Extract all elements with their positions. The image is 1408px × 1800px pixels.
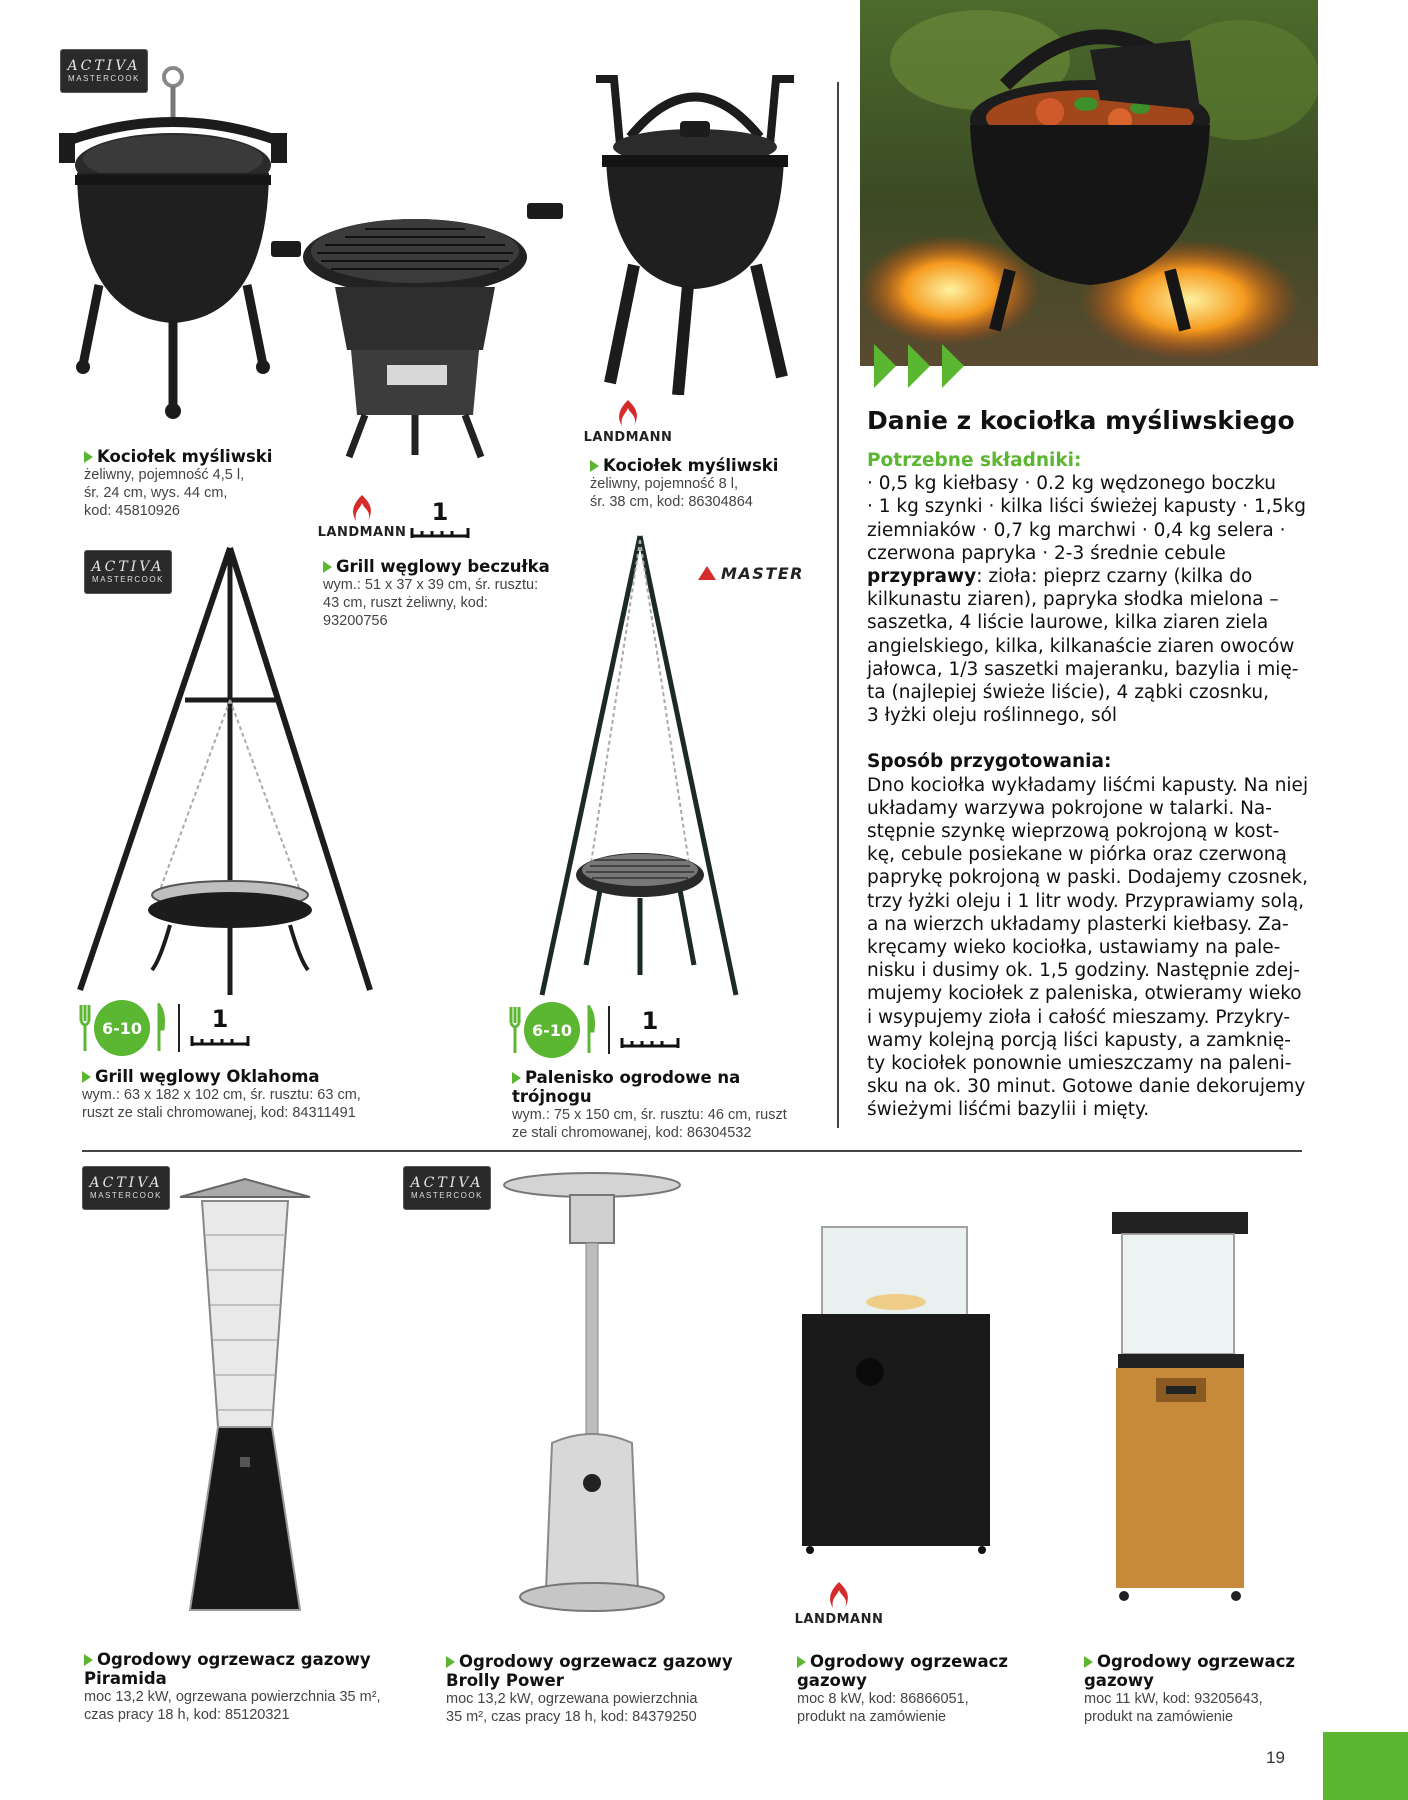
grate-levels-number: 1 — [211, 1004, 229, 1033]
fork-icon — [78, 1003, 92, 1053]
spices-block — [867, 565, 1317, 727]
product-caption-wood-heater — [1084, 1652, 1324, 1726]
arrow-icon — [797, 1656, 806, 1668]
master-logo: MASTER — [685, 556, 815, 590]
hunter-cauldron-small-image — [55, 55, 295, 425]
product-title: Kociołek myśliwski — [590, 456, 830, 475]
grate-icon — [620, 1036, 680, 1050]
product-desc: moc 13,2 kW, ogrzewana powierzchnia 35 m², czas pracy 18 h, kod: 84379250 — [446, 1691, 698, 1725]
product-title: Grill węglowy Oklahoma — [82, 1067, 412, 1086]
grate-levels-indicator — [620, 1007, 680, 1054]
product-caption-oklahoma — [82, 1067, 412, 1122]
product-caption-cauldron-2 — [590, 456, 830, 511]
product-desc: moc 8 kW, kod: 86866051, produkt na zamówienie — [797, 1691, 969, 1725]
arrow-icon — [512, 1072, 521, 1084]
spices-text: : zioła: pieprz czarny (kilka do kilkunastu ziaren), papryka słodka mielona – saszetka, 4 liście laurowe, kilka ziaren ziela angielskiego, kilka, kilkanaście ziaren owoców jałowca, 1/3 saszetki majeranku, bazylia i mię- ta (najlepiej świeże liście), 4 ząbki czosnku, 3 łyżki oleju roślinnego, sól — [867, 566, 1299, 727]
grate-levels-indicator — [190, 1005, 250, 1052]
landmann-logo: LANDMANN — [797, 1580, 881, 1627]
green-chevrons-icon — [872, 342, 982, 390]
product-title: Palenisko ogrodowe na trójnogu — [512, 1068, 741, 1106]
flame-icon — [614, 398, 642, 428]
grate-levels-number: 1 — [641, 1006, 659, 1035]
product-desc: wym.: 75 x 150 cm, śr. rusztu: 46 cm, ruszt ze stali chromowanej, kod: 86304532 — [512, 1107, 787, 1141]
arrow-icon — [590, 460, 599, 472]
spices-label: przyprawy — [867, 566, 977, 588]
persons-badge: 6-10 — [524, 1002, 580, 1058]
arrow-icon — [446, 1656, 455, 1668]
grate-icon — [410, 526, 470, 540]
product-title: Ogrodowy ogrzewacz gazowy Piramida — [84, 1650, 371, 1688]
product-caption-landmann-heater — [797, 1652, 1037, 1726]
cauldron-over-fire-photo — [860, 0, 1318, 366]
pyramid-heater-image — [160, 1175, 330, 1620]
flame-icon — [825, 1580, 853, 1610]
separator — [608, 1006, 610, 1054]
product-desc: wym.: 51 x 37 x 39 cm, śr. rusztu: 43 cm, ruszt żeliwny, kod: 93200756 — [323, 577, 539, 629]
knife-icon — [582, 1005, 596, 1055]
oklahoma-grill-image — [70, 540, 380, 1000]
arrow-icon — [84, 1654, 93, 1666]
arrow-icon — [1084, 1656, 1093, 1668]
barrel-grill-image — [265, 195, 575, 460]
landmann-logo: LANDMANN — [586, 398, 670, 445]
product-caption-tripod — [512, 1068, 822, 1142]
product-desc: moc 13,2 kW, ogrzewana powierzchnia 35 m², czas pracy 18 h, kod: 85120321 — [84, 1689, 381, 1723]
recipe-title: Danie z kociołka myśliwskiego — [867, 406, 1295, 435]
tripod-fire-pit-image — [530, 530, 750, 1000]
activa-logo: ACTIVA MASTERCOOK — [60, 49, 148, 93]
product-desc: żeliwny, pojemność 8 l, śr. 38 cm, kod: 86304864 — [590, 476, 753, 510]
activa-logo: ACTIVA MASTERCOOK — [84, 550, 172, 594]
recipe — [867, 406, 1317, 1122]
product-desc: żeliwny, pojemność 4,5 l, śr. 24 cm, wys. 44 cm, kod: 45810926 — [84, 467, 245, 519]
wood-gas-heater-image — [1110, 1208, 1250, 1603]
fork-icon — [508, 1005, 522, 1055]
product-caption-piramida — [84, 1650, 424, 1724]
ingredients-heading: Potrzebne składniki: — [867, 450, 1082, 471]
page-number: 19 — [1266, 1748, 1285, 1767]
persons-badge-group — [78, 1000, 250, 1056]
green-page-tab — [1323, 1732, 1408, 1800]
product-desc: moc 11 kW, kod: 93205643, produkt na zamówienie — [1084, 1691, 1263, 1725]
arrow-icon — [84, 451, 93, 463]
brolly-heater-image — [500, 1165, 685, 1625]
landmann-logo: LANDMANN — [320, 493, 404, 540]
product-title: Ogrodowy ogrzewacz gazowy — [797, 1652, 1009, 1690]
product-title: Ogrodowy ogrzewacz gazowy — [1084, 1652, 1296, 1690]
flame-icon — [348, 493, 376, 523]
knife-icon — [152, 1003, 166, 1053]
grate-icon — [190, 1034, 250, 1048]
landmann-gas-heater-image — [800, 1222, 992, 1557]
ingredients-text: · 0,5 kg kiełbasy · 0.2 kg wędzonego boczku · 1 kg szynki · kilka liści świeżej kapusty · 1,5kg ziemniaków · 0,7 kg marchwi · 0,4 kg selera · czerwona papryka · 2-3 średnie cebule — [867, 473, 1306, 564]
method-heading: Sposób przygotowania: — [867, 751, 1112, 773]
product-title: Kociołek myśliwski — [84, 447, 314, 466]
persons-badge-group — [508, 1002, 680, 1058]
product-desc: wym.: 63 x 182 x 102 cm, śr. rusztu: 63 cm, ruszt ze stali chromowanej, kod: 84311491 — [82, 1087, 361, 1121]
persons-badge: 6-10 — [94, 1000, 150, 1056]
product-title: Ogrodowy ogrzewacz gazowy Brolly Power — [446, 1652, 733, 1690]
method-text: Dno kociołka wykładamy liśćmi kapusty. Na niej układamy warzywa pokrojone w talarki. Na- stępnie szynkę wieprzową pokrojoną w kost- kę, cebule posiekane w piórka oraz czerwoną paprykę pokrojoną w paski. Dodajemy czosnek, trzy łyżki oleju i 1 litr wody. Przyprawiamy solą, a na wierzch układamy plasterki kiełbasy. Za- kręcamy wieko kociołka, ustawiamy na pale- nisku i dusimy ok. 1,5 godziny. Następnie zdej- mujemy kociołek z paleniska, otwieramy wieko i wsypujemy zioła i całość mieszamy. Przykry- wamy kolejną porcją liści kapusty, a zamknię- ty kociołek ponownie umieszczamy na paleni- sku na ok. 30 minut. Gotowe danie dekorujemy świeżymi liśćmi bazylii i mięty. — [867, 774, 1309, 1121]
activa-logo: ACTIVA MASTERCOOK — [82, 1166, 170, 1210]
activa-logo: ACTIVA MASTERCOOK — [403, 1166, 491, 1210]
section-divider — [82, 1150, 1302, 1152]
product-caption-brolly — [446, 1652, 746, 1726]
product-title: Grill węglowy beczułka — [323, 557, 563, 576]
column-divider — [837, 82, 839, 1128]
hunter-cauldron-large-image — [580, 65, 810, 395]
separator — [178, 1004, 180, 1052]
grate-levels-number: 1 — [431, 498, 449, 526]
arrow-icon — [82, 1071, 91, 1083]
grate-levels-indicator — [410, 498, 470, 540]
